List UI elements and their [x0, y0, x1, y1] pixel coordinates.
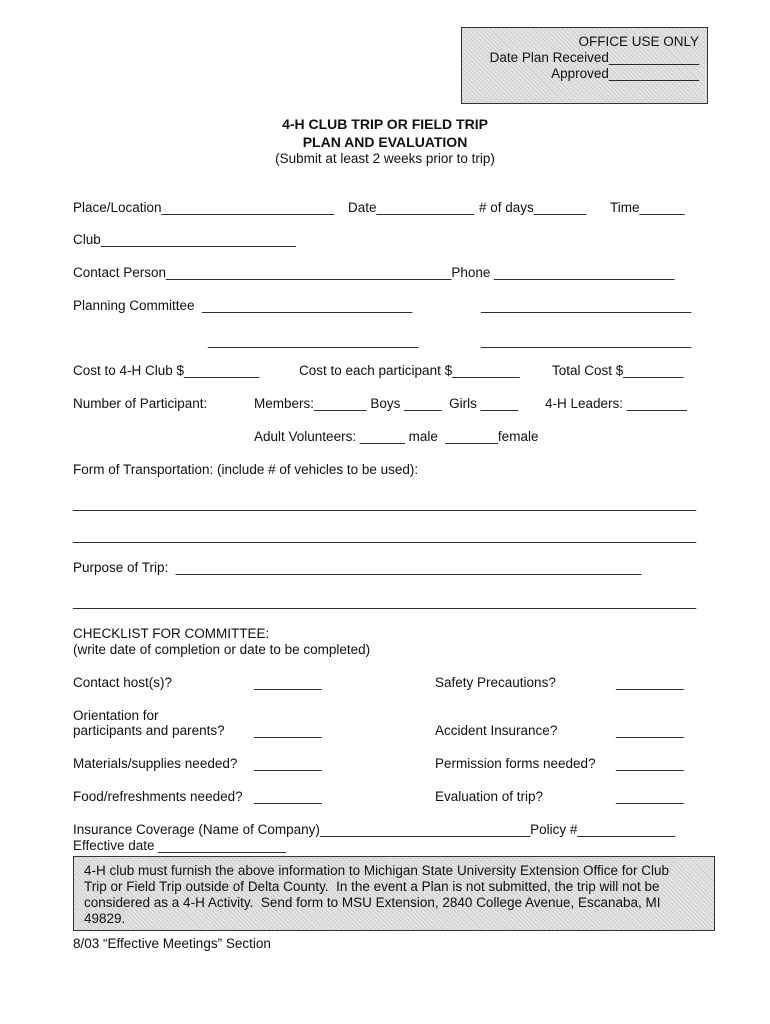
orientation-label-line2: participants and parents? [73, 723, 225, 738]
purpose-field[interactable]: Purpose of Trip: ______________________________________________________________ [73, 560, 642, 575]
form-subtitle: (Submit at least 2 weeks prior to trip) [275, 151, 495, 166]
transportation-line-1[interactable]: ___________________________________________________________________________________ [73, 496, 697, 511]
form-title-line2: PLAN AND EVALUATION [302, 134, 468, 150]
orientation-label-line1: Orientation for [73, 708, 159, 723]
transportation-label: Form of Transportation: (include # of vehicles to be used): [73, 462, 419, 477]
place-location-field[interactable]: Place/Location_______________________ [73, 200, 335, 215]
checklist-note: (write date of completion or date to be completed) [73, 642, 371, 657]
food-refreshments-label: Food/refreshments needed? [73, 789, 243, 804]
notice-line1: 4-H club must furnish the above information to Michigan State University Extension Office for Club [84, 863, 670, 878]
contact-hosts-label: Contact host(s)? [73, 675, 173, 690]
materials-label: Materials/supplies needed? [73, 756, 238, 771]
evaluation-label: Evaluation of trip? [435, 789, 544, 804]
planning-committee-line-left-2[interactable]: ____________________________ [208, 333, 419, 348]
members-boys-girls-field[interactable]: Members:_______ Boys _____ Girls _____ [254, 396, 519, 411]
accident-insurance-label: Accident Insurance? [435, 723, 558, 738]
office-use-box [461, 27, 708, 104]
date-field[interactable]: Date_____________ [348, 200, 475, 215]
safety-precautions-label: Safety Precautions? [435, 675, 556, 690]
club-field[interactable]: Club__________________________ [73, 232, 296, 247]
accident-insurance-blank[interactable]: _________ [616, 723, 684, 738]
date-plan-received-field[interactable]: Date Plan Received____________ [489, 50, 699, 65]
footer-note: 8/03 “Effective Meetings” Section [73, 936, 271, 951]
purpose-line[interactable]: ___________________________________________________________________________________ [73, 594, 697, 609]
food-refreshments-blank[interactable]: _________ [254, 789, 322, 804]
approved-field[interactable]: Approved____________ [551, 66, 699, 81]
contact-hosts-blank[interactable]: _________ [254, 675, 322, 690]
number-of-participant-label: Number of Participant: [73, 396, 208, 411]
planning-committee-field[interactable]: Planning Committee ____________________________ [73, 298, 413, 313]
checklist-heading: CHECKLIST FOR COMMITTEE: [73, 626, 270, 641]
permission-forms-label: Permission forms needed? [435, 756, 596, 771]
materials-blank[interactable]: _________ [254, 756, 322, 771]
safety-precautions-blank[interactable]: _________ [616, 675, 684, 690]
insurance-coverage-field[interactable]: Insurance Coverage (Name of Company)____________________________Policy #_____________ [73, 822, 675, 837]
contact-phone-field[interactable]: Contact Person______________________________________Phone ________________________ [73, 265, 675, 280]
orientation-blank[interactable]: _________ [254, 723, 322, 738]
days-field[interactable]: # of days_______ [479, 200, 587, 215]
permission-forms-blank[interactable]: _________ [616, 756, 684, 771]
cost-to-club-field[interactable]: Cost to 4-H Club $__________ [73, 363, 260, 378]
total-cost-field[interactable]: Total Cost $________ [552, 363, 684, 378]
cost-each-participant-field[interactable]: Cost to each participant $_________ [299, 363, 520, 378]
time-field[interactable]: Time______ [610, 200, 685, 215]
notice-box [73, 856, 715, 931]
planning-committee-line-right-1[interactable]: ____________________________ [481, 298, 692, 313]
transportation-line-2[interactable]: ___________________________________________________________________________________ [73, 528, 697, 543]
notice-line3: considered as a 4-H Activity. Send form to MSU Extension, 2840 College Avenue, Escanaba, MI [84, 895, 661, 910]
effective-date-field[interactable]: Effective date _________________ [73, 838, 286, 853]
adult-volunteers-field[interactable]: Adult Volunteers: ______ male _______female [254, 429, 539, 444]
planning-committee-line-right-2[interactable]: ____________________________ [481, 333, 692, 348]
leaders-field[interactable]: 4-H Leaders: ________ [545, 396, 687, 411]
notice-line2: Trip or Field Trip outside of Delta County. In the event a Plan is not submitted, the trip will not be [84, 879, 660, 894]
notice-line4: 49829. [84, 911, 126, 926]
office-use-heading: OFFICE USE ONLY [578, 34, 699, 49]
evaluation-blank[interactable]: _________ [616, 789, 684, 804]
form-title-line1: 4-H CLUB TRIP OR FIELD TRIP [282, 116, 488, 132]
